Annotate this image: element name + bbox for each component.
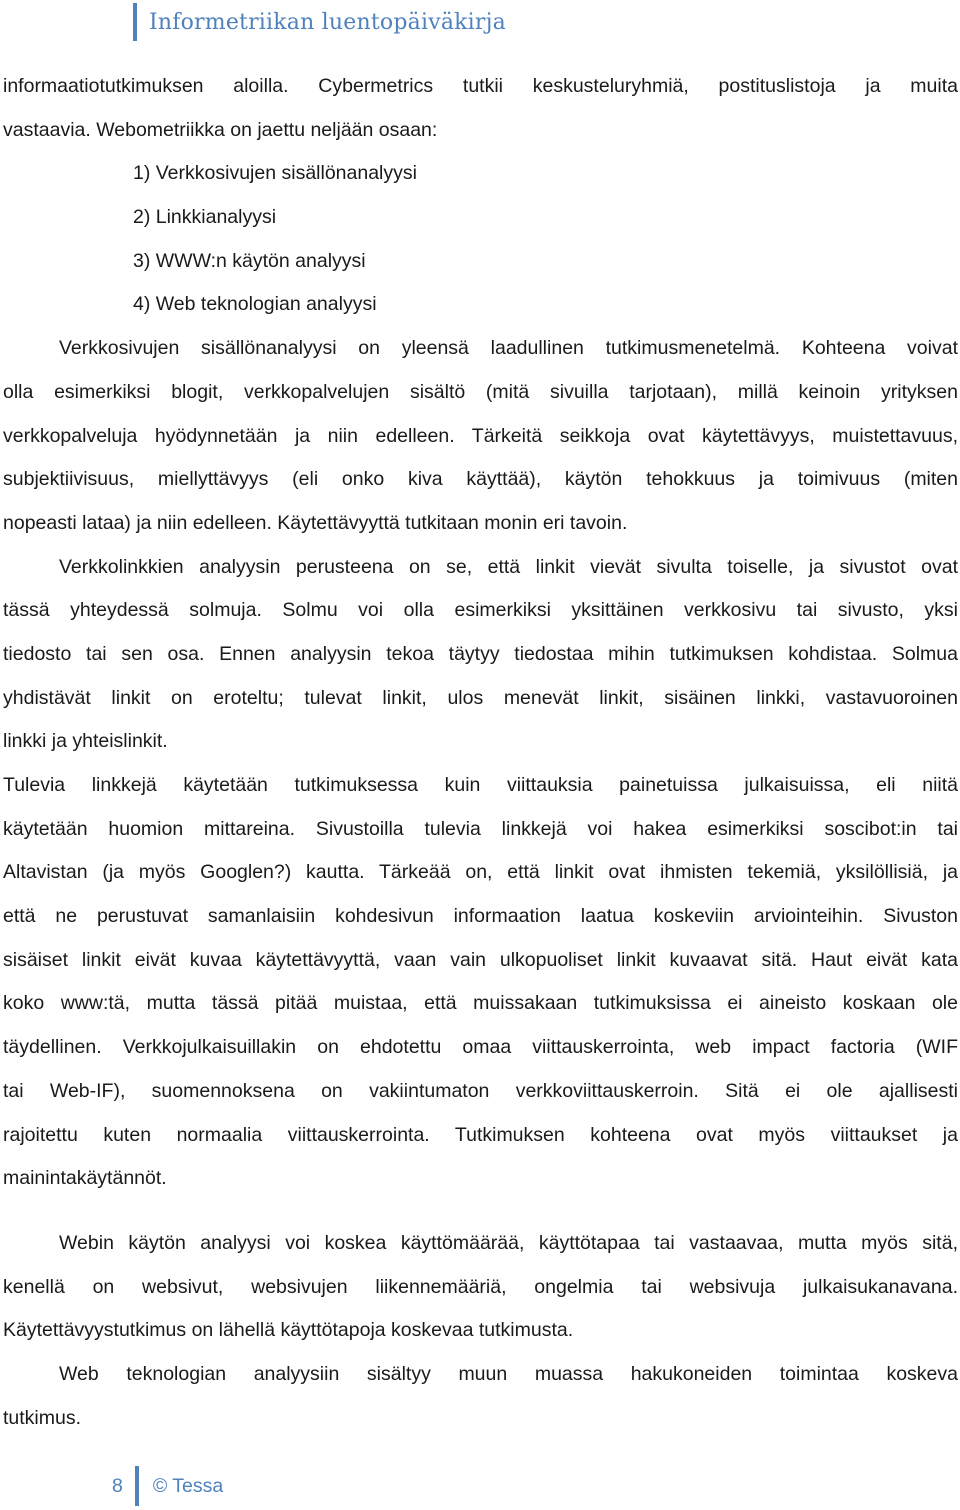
header-title: Informetriikan luentopäiväkirja [149, 9, 506, 35]
text-line: koko www:tä, mutta tässä pitää muistaa, että muissakaan tutkimuksissa ei aineisto koskaan ole [3, 992, 958, 1015]
text-line: tiedosto tai sen osa. Ennen analyysin tekoa täytyy tiedostaa mihin tutkimuksen kohdistaa. Solmua [3, 642, 958, 665]
text-line: täydellinen. Verkkojulkaisuillakin on ehdotettu omaa viittauskerrointa, web impact factoria (WIF [3, 1036, 958, 1059]
text-line: tai Web-IF), suomennoksena on vakiintumaton verkkoviittauskerroin. Sitä ei ole ajallisesti [3, 1079, 958, 1102]
text-line: tutkimus. [3, 1406, 82, 1429]
text-line: Web teknologian analyysiin sisältyy muun muassa hakukoneiden toimintaa koskeva [59, 1362, 958, 1385]
text-line: Tulevia linkkejä käytetään tutkimuksessa kuin viittauksia painetuissa julkaisuissa, eli niitä [3, 774, 958, 796]
text-line: Webin käytön analyysi voi koskea käyttömäärää, käyttötapaa tai vastaavaa, mutta myös sitä, [59, 1231, 958, 1254]
text-line: verkkopalveluja hyödynnetään ja niin edelleen. Tärkeitä seikkoja ovat käytettävyys, muistettavuus, [3, 424, 958, 447]
text-line: informaatiotutkimuksen aloilla. Cybermetrics tutkii keskusteluryhmiä, postituslistoja ja muita [3, 75, 958, 97]
paragraph-gap [3, 1201, 958, 1222]
footer-accent-bar [135, 1466, 139, 1506]
page-footer [112, 1466, 223, 1506]
page-header [133, 3, 506, 41]
text-line: mainintakäytännöt. [3, 1167, 167, 1190]
text-line: linkki ja yhteislinkit. [3, 730, 168, 753]
text-line: että ne perustuvat samanlaisiin kohdesivun informaation laatua koskeviin arviointeihin. Sivuston [3, 905, 958, 928]
text-line: olla esimerkiksi blogit, verkkopalvelujen sisältö (mitä sivuilla tarjotaan), millä keinoin yrityksen [3, 380, 958, 403]
text-line: Altavistan (ja myös Googlen?) kautta. Tärkeää on, että linkit ovat ihmisten tekemiä, yksilöllisiä, ja [3, 861, 958, 884]
text-line: yhdistävät linkit on eroteltu; tulevat linkit, ulos menevät linkit, sisäinen linkki, vastavuoroinen [3, 686, 958, 709]
list-item: 4) Web teknologian analyysi [133, 293, 377, 316]
text-line: rajoitettu kuten normaalia viittauskerrointa. Tutkimuksen kohteena ovat myös viittaukset ja [3, 1123, 958, 1146]
list-item: 1) Verkkosivujen sisällönanalyysi [133, 162, 417, 185]
header-accent-bar [133, 3, 137, 41]
text-line: Verkkolinkkien analyysin perusteena on se, että linkit vievät sivulta toiselle, ja sivustot ovat [59, 555, 958, 578]
list-item: 2) Linkkianalyysi [133, 206, 277, 229]
text-line: nopeasti lataa) ja niin edelleen. Käytettävyyttä tutkitaan monin eri tavoin. [3, 511, 628, 534]
copyright-notice: © Tessa [152, 1474, 224, 1497]
text-line: vastaavia. Webometriikka on jaettu neljään osaan: [3, 118, 438, 141]
page-number: 8 [112, 1474, 123, 1497]
list-item: 3) WWW:n käytön analyysi [133, 249, 366, 272]
text-line: käytetään huomion mittareina. Sivustoilla tulevia linkkejä voi hakea esimerkiksi soscibot:in tai [3, 817, 958, 840]
text-line: Käytettävyystutkimus on lähellä käyttötapoja koskevaa tutkimusta. [3, 1319, 574, 1342]
text-line: subjektiivisuus, miellyttävyys (eli onko kiva käyttää), käytön tehokkuus ja toimivuus (miten [3, 468, 958, 491]
text-line: sisäiset linkit eivät kuvaa käytettävyyttä, vaan vain ulkopuoliset linkit kuvaavat sitä. Haut eivät kata [3, 948, 958, 971]
text-line: Verkkosivujen sisällönanalyysi on yleensä laadullinen tutkimusmenetelmä. Kohteena voivat [59, 337, 958, 360]
text-line: tässä yhteydessä solmuja. Solmu voi olla esimerkiksi yksittäinen verkkosivu tai sivusto, yksi [3, 599, 958, 622]
text-line: kenellä on websivut, websivujen liikennemääriä, ongelmia tai websivuja julkaisukanavana. [3, 1275, 958, 1298]
document-body [3, 65, 958, 1440]
